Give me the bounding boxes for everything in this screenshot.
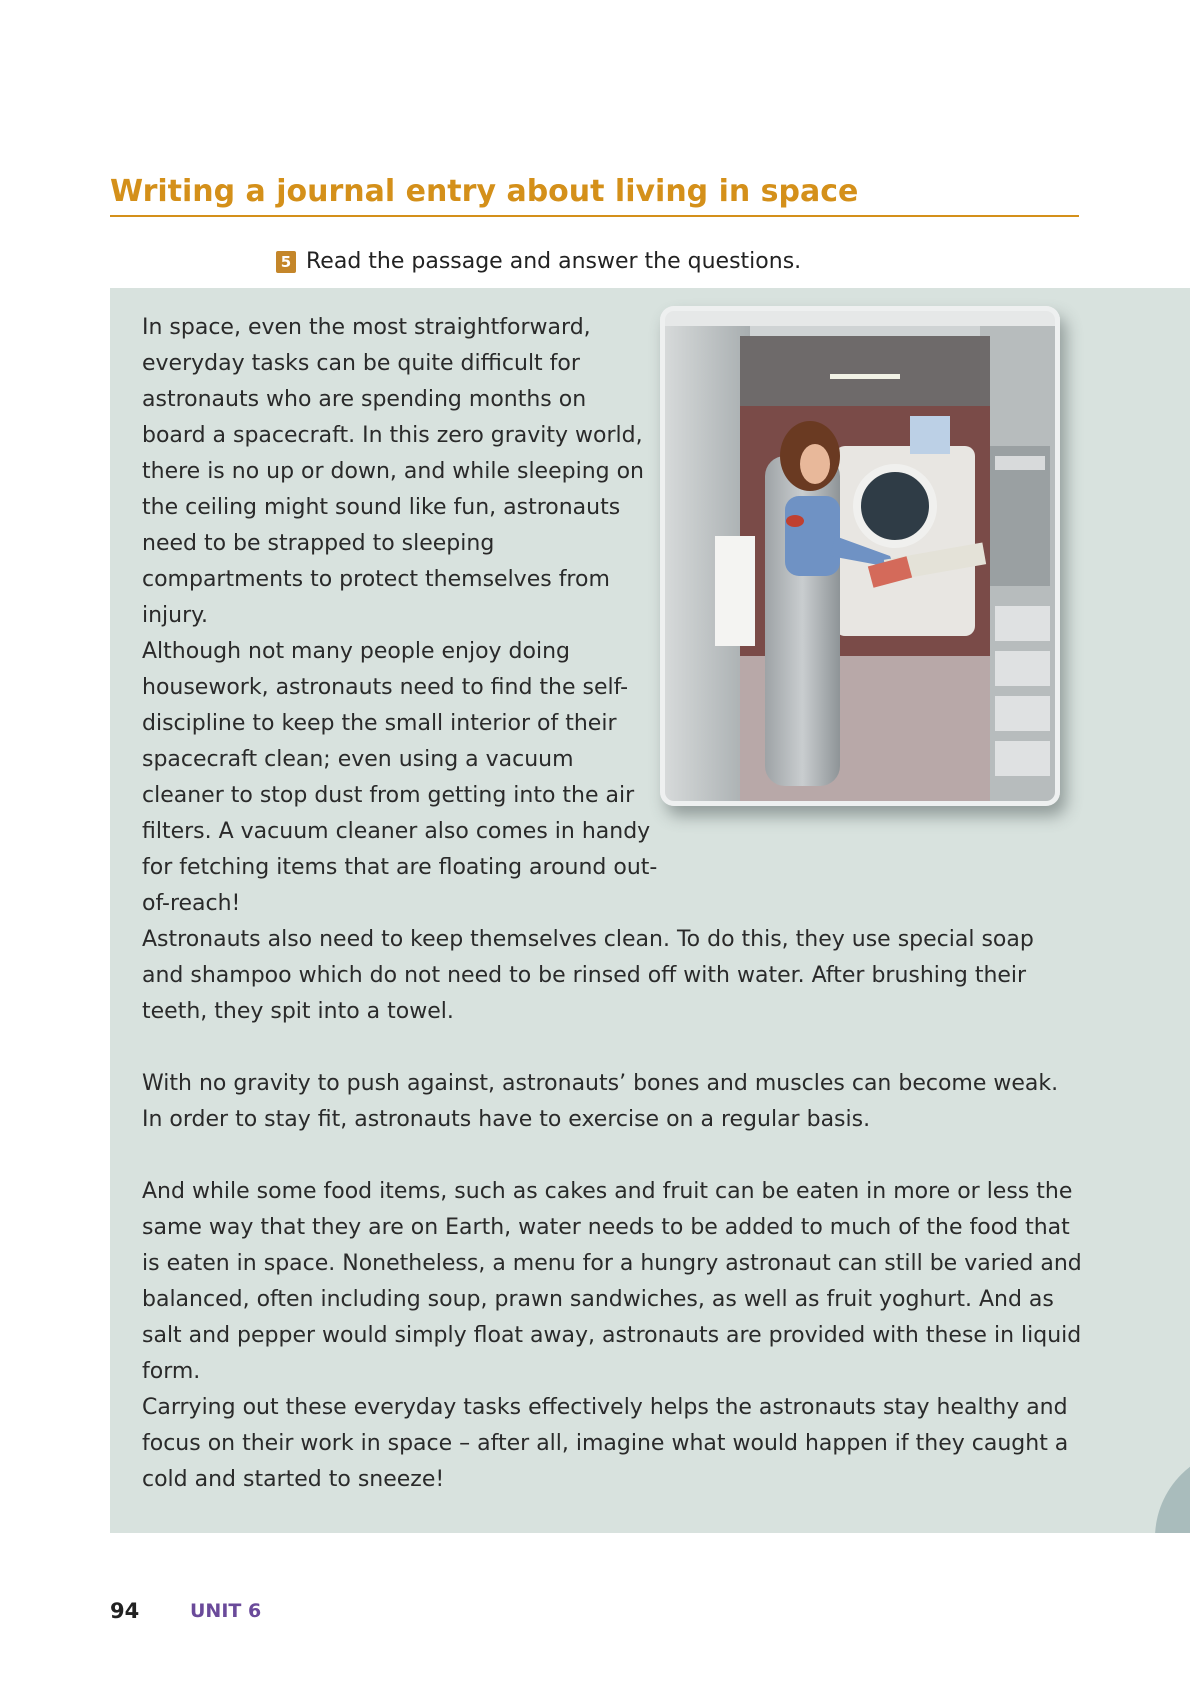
passage-paragraph-3: Astronauts also need to keep themselves clean. To do this, they use special soap and shampoo which do not need to be rinsed off with water. After brushing their teeth, they spit into a towel. — [142, 927, 1034, 1024]
astronaut-photo — [660, 306, 1060, 806]
passage-paragraph-6: Carrying out these everyday tasks effectively helps the astronauts stay healthy and focus on their work in space – after all, imagine what would happen if they caught a cold and started to sneeze! — [142, 1395, 1069, 1492]
instruction-text: Read the passage and answer the questions. — [306, 249, 802, 274]
page-number: 94 — [110, 1599, 140, 1623]
exercise-instruction — [276, 249, 801, 274]
passage-paragraph-5: And while some food items, such as cakes and fruit can be eaten in more or less the same way that they are on Earth, water needs to be added to much of the food that is eaten in space. Nonetheless, a menu for a hungry astronaut can still be varied and balanced, often including soup, prawn sandwiches, as well as fruit yoghurt. And as salt and pepper would simply float away, astronauts are provided with these in liquid form. — [142, 1179, 1082, 1384]
passage-paragraph-4: With no gravity to push against, astronauts’ bones and muscles can become weak. In order to stay fit, astronauts have to exercise on a regular basis. — [142, 1071, 1059, 1132]
exercise-number-badge: 5 — [276, 251, 296, 273]
passage-panel — [110, 288, 1190, 1533]
passage-paragraph-2: Although not many people enjoy doing housework, astronauts need to find the self-discipline to keep the small interior of their spacecraft clean; even using a vacuum cleaner to stop dust from getting into the air filters. A vacuum cleaner also comes in handy for fetching items that are floating around out-of-reach! — [142, 639, 658, 916]
page-tab-decoration — [1155, 1448, 1190, 1533]
section-title: Writing a journal entry about living in space — [110, 174, 859, 209]
passage-paragraph-1: In space, even the most straightforward, everyday tasks can be quite difficult for astronauts who are spending months on board a spacecraft. In this zero gravity world, there is no up or down, and while sleeping on the ceiling might sound like fun, astronauts need to be strapped to sleeping compartments to protect themselves from injury. — [142, 315, 645, 628]
title-underline — [110, 215, 1079, 217]
unit-label: UNIT 6 — [190, 1600, 262, 1622]
